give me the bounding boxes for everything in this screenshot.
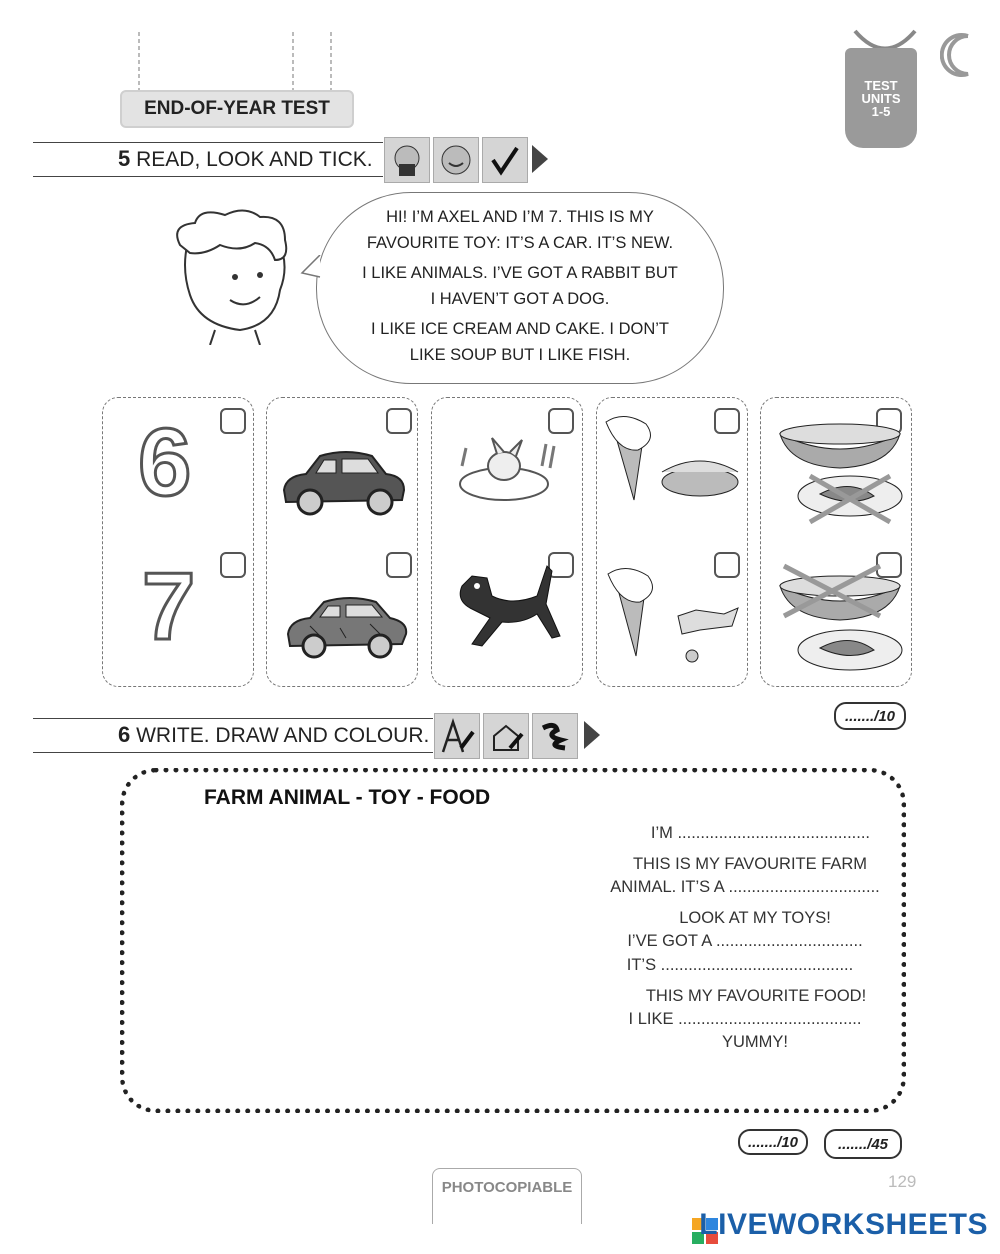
ice-cream-sweets-icon bbox=[600, 556, 745, 666]
line-favourite-farm: THIS IS MY FAVOURITE FARM bbox=[632, 855, 868, 873]
section5-title bbox=[118, 146, 373, 172]
photocopiable-label: PHOTOCOPIABLE bbox=[441, 1179, 573, 1196]
section6-score bbox=[738, 1129, 808, 1155]
section6-line-bottom bbox=[33, 752, 433, 753]
sign-chain bbox=[292, 32, 294, 92]
section5-line-top bbox=[33, 142, 383, 143]
ice-cream-cake-icon bbox=[600, 410, 745, 510]
tick-box-seven[interactable] bbox=[220, 552, 246, 578]
section-arrow-icon bbox=[584, 721, 600, 749]
total-score bbox=[824, 1129, 902, 1159]
line-favourite-food: THIS MY FAVOURITE FOOD! bbox=[645, 987, 867, 1005]
tick-icon bbox=[482, 137, 528, 183]
tick-box-old-car[interactable] bbox=[386, 552, 412, 578]
bubble-line: I LIKE ICE CREAM AND CAKE. I DON’T bbox=[371, 320, 669, 338]
line-ive-got[interactable]: I’VE GOT A ................................ bbox=[627, 932, 863, 950]
bubble-line: I LIKE ANIMALS. I’VE GOT A RABBIT BUT bbox=[362, 264, 678, 282]
soup-fish-crossed-icon bbox=[770, 404, 910, 526]
bubble-tail bbox=[300, 255, 322, 280]
moon-icon bbox=[940, 30, 980, 80]
bubble-line: LIKE SOUP BUT I LIKE FISH. bbox=[409, 346, 631, 364]
box-heading: FARM ANIMAL - TOY - FOOD bbox=[204, 786, 491, 809]
bubble-line: I HAVEN’T GOT A DOG. bbox=[430, 290, 610, 308]
soup-crossed-fish-icon bbox=[770, 556, 910, 678]
score-text: ......./10 bbox=[844, 707, 896, 725]
dog-icon bbox=[442, 556, 572, 656]
lantern-text: TEST bbox=[864, 77, 898, 93]
section-number: 6 bbox=[118, 722, 131, 747]
photocopiable-tab bbox=[432, 1168, 582, 1224]
section-title-text: WRITE. DRAW AND COLOUR. bbox=[136, 724, 430, 747]
test-title: END-OF-YEAR TEST bbox=[144, 98, 330, 119]
tick-box-new-car[interactable] bbox=[386, 408, 412, 434]
line-its[interactable]: IT’S .......................................... bbox=[626, 956, 854, 974]
tick-box-six[interactable] bbox=[220, 408, 246, 434]
bubble-line: HI! I’M AXEL AND I’M 7. THIS IS MY bbox=[386, 208, 654, 226]
colour-icon bbox=[532, 713, 578, 759]
read-icon bbox=[384, 137, 430, 183]
line-yummy: YUMMY! bbox=[722, 1033, 788, 1051]
line-look-at-toys: LOOK AT MY TOYS! bbox=[679, 909, 831, 927]
sign-chain bbox=[330, 32, 332, 92]
section6-line-top bbox=[33, 718, 433, 719]
section6-title bbox=[118, 722, 429, 748]
old-car-icon bbox=[280, 588, 412, 668]
tick-box-rabbit[interactable] bbox=[548, 408, 574, 434]
section-title-text: READ, LOOK AND TICK. bbox=[136, 148, 373, 171]
rabbit-icon bbox=[442, 436, 572, 506]
speech-bubble bbox=[316, 192, 724, 384]
line-animal[interactable]: ANIMAL. IT’S A ................................. bbox=[610, 878, 880, 896]
liveworksheets-brand: LIVEWORKSHEETS bbox=[699, 1208, 988, 1241]
section5-line-bottom bbox=[33, 176, 383, 177]
test-units-lantern bbox=[845, 48, 917, 148]
sign-chain bbox=[138, 32, 140, 92]
bubble-line: FAVOURITE TOY: IT’S A CAR. IT’S NEW. bbox=[366, 234, 674, 252]
section-arrow-icon bbox=[532, 145, 548, 173]
lantern-text: 1-5 bbox=[871, 103, 891, 119]
score-text: ......./45 bbox=[837, 1135, 889, 1153]
lantern-text: UNITS bbox=[861, 90, 901, 106]
section5-score bbox=[834, 702, 906, 730]
look-icon bbox=[433, 137, 479, 183]
test-title-sign bbox=[120, 90, 354, 128]
score-text: ......./10 bbox=[747, 1133, 799, 1151]
number-six: 6 bbox=[138, 409, 192, 516]
line-i-like[interactable]: I LIKE ........................................ bbox=[628, 1010, 862, 1028]
line-im[interactable]: I’M .......................................... bbox=[650, 824, 870, 842]
page-number: 129 bbox=[888, 1172, 917, 1191]
draw-icon bbox=[483, 713, 529, 759]
number-seven: 7 bbox=[142, 553, 196, 660]
boy-axel-illustration bbox=[160, 205, 310, 345]
write-icon bbox=[434, 713, 480, 759]
section-number: 5 bbox=[118, 146, 131, 171]
new-car-icon bbox=[276, 440, 408, 520]
